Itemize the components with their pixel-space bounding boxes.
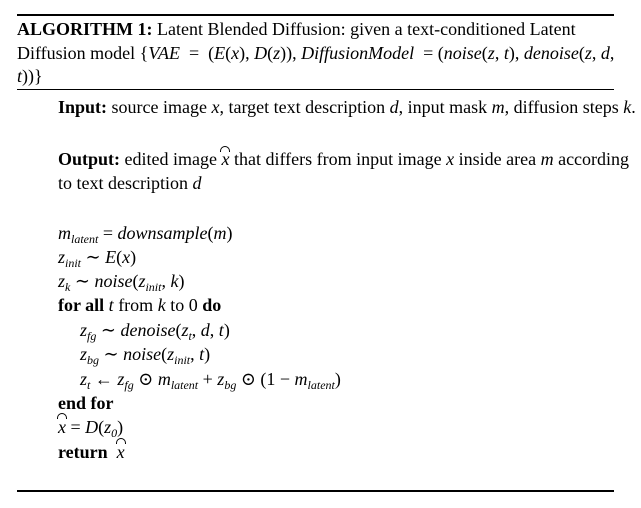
output-description	[58, 148, 638, 195]
algo-line-blend: $z_t$ ← $z_{fg}$ ⊙ $m_{latent} + z_{bg}$ ⊙ $(1 - m_{latent})$	[80, 369, 341, 392]
algo-line-for-loop: for all t from k to 0 do	[58, 295, 222, 315]
algo-line-noise-background: $z_{bg}$ ∼ $noise(z_{init}$, t)	[80, 344, 211, 367]
caption-rule	[17, 89, 614, 90]
input-label: Input:	[58, 97, 108, 117]
algo-line-denoise: $z_{fg}$ ∼ $denoise(z_t$, d, t)	[80, 320, 230, 343]
algo-line-end-for: end for	[58, 393, 114, 413]
output-label: Output:	[58, 149, 121, 169]
top-rule	[17, 14, 614, 16]
algo-line-noise-init: $z_k$ ∼ $noise(z_{init}$, k)	[58, 271, 185, 294]
output-text: edited image x that differs from input image x inside area m according to text description d	[58, 149, 630, 193]
input-text: source image x, target text description d, input mask m, diffusion steps k.	[111, 97, 636, 117]
bottom-rule	[17, 490, 614, 492]
caption-text: Latent Blended Diffusion: given a text-conditioned Latent Diffusion model {VAE = (E(x), D(z)), DiffusionModel = (noise(z, t), denoise(z, d, t))}	[17, 19, 615, 86]
algorithm-caption	[17, 18, 617, 89]
input-description	[58, 96, 638, 120]
algo-line-encode: $z_{init}$ ∼ E(x)	[58, 247, 137, 270]
algo-line-mask-downsample: $m_{latent}$ = downsample(m)	[58, 223, 233, 246]
algo-line-return: return x	[58, 442, 125, 462]
caption-label: ALGORITHM 1:	[17, 19, 153, 39]
algo-line-decode: $x = D(z_0)$	[58, 417, 124, 440]
